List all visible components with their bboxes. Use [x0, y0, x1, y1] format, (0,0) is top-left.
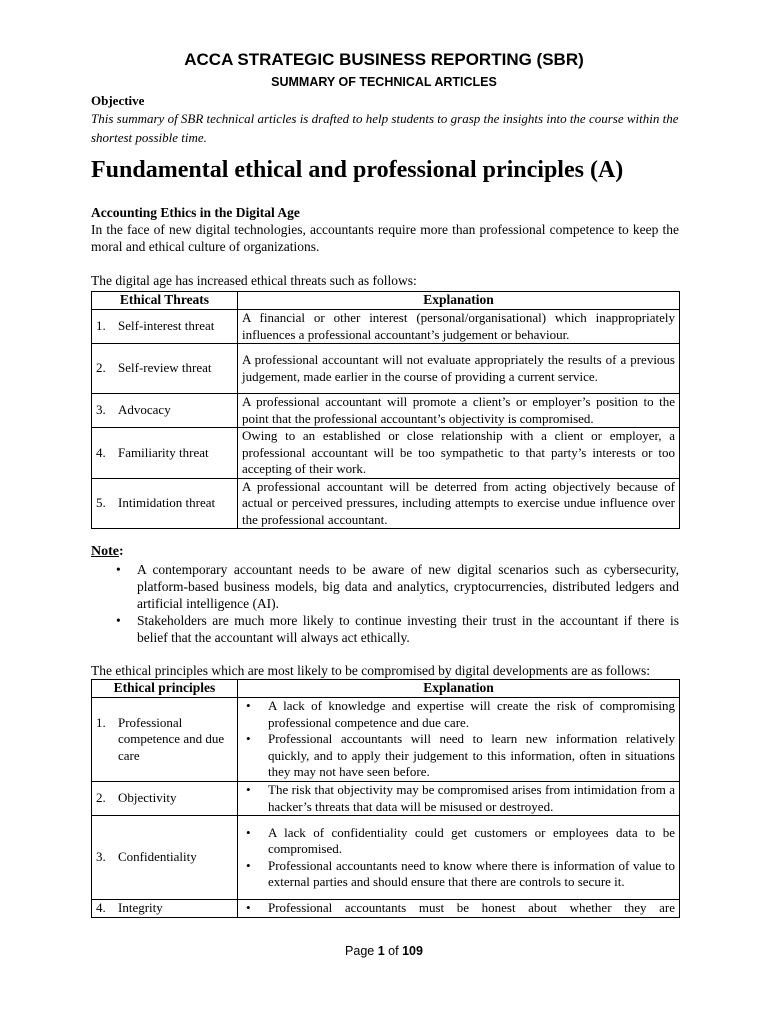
principle-name: Professional competence and due care [118, 714, 225, 763]
threat-name: Familiarity threat [118, 444, 209, 460]
threat-name-cell [92, 310, 238, 344]
threat-name-cell [92, 428, 238, 479]
threat-explanation: A professional accountant will not evaluate appropriately the results of a previous judgement, made earlier in the course of providing a current service. [238, 344, 680, 394]
page-total: 109 [402, 944, 423, 958]
row-number: 2. [96, 360, 106, 376]
threats-intro: The digital age has increased ethical threats such as follows: [91, 273, 417, 288]
row-number: 4. [96, 444, 106, 460]
table-row [92, 900, 680, 918]
principle-name-cell [92, 782, 238, 816]
threat-explanation: Owing to an established or close relationship with a client or employer, a professional accountant will be too sympathetic to that party’s interests or too accepting of their work. [238, 428, 680, 479]
threat-name-cell [92, 394, 238, 428]
list-item: • Professional accountants will need to learn new information relatively quickly, and to apply their judgement to this information, often in situations they may not have seen before. [242, 731, 675, 781]
principle-name-cell [92, 698, 238, 782]
principle-explanation [238, 698, 680, 782]
table-row [92, 394, 680, 428]
objective-label: Objective [91, 93, 145, 108]
ethical-threats-table [91, 291, 680, 529]
table-header-row [92, 680, 680, 698]
threat-name: Self-review threat [118, 360, 212, 376]
of-word: of [388, 944, 399, 958]
list-item: • A lack of confidentiality could get customers or employees data to be compromised. [242, 825, 675, 858]
note-heading [91, 544, 124, 560]
list-item: • Stakeholders are much more likely to continue investing their trust in the accountant if there is belief that the accountant will always act ethically. [91, 612, 679, 646]
threat-name: Self-interest threat [118, 318, 215, 334]
principle-explanation [238, 816, 680, 900]
document-subtitle: SUMMARY OF TECHNICAL ARTICLES [271, 75, 497, 89]
subsection-title: Accounting Ethics in the Digital Age [91, 205, 300, 220]
table-row [92, 478, 680, 529]
principle-name-cell [92, 900, 238, 918]
column-header: Ethical principles [92, 680, 238, 698]
subsection-intro: In the face of new digital technologies, accountants require more than professional competence to keep the moral and ethical culture of organizations. [91, 222, 679, 254]
principle-name: Integrity [118, 900, 163, 915]
row-number: 4. [96, 900, 106, 915]
table-row [92, 698, 680, 782]
list-item: • A lack of knowledge and expertise will create the risk of compromising professional competence and due care. [242, 698, 675, 731]
ethical-principles-table [91, 679, 680, 918]
threat-name-cell [92, 478, 238, 529]
objective-text: This summary of SBR technical articles is drafted to help students to grasp the insights into the course within the shortest possible time. [91, 111, 679, 145]
document-title: ACCA STRATEGIC BUSINESS REPORTING (SBR) [184, 50, 584, 69]
table-row [92, 782, 680, 816]
list-item: • Professional accountants must be honest about whether they are [242, 900, 675, 917]
note-label: Note [91, 544, 119, 559]
principle-explanation [238, 782, 680, 816]
table-row [92, 310, 680, 344]
principle-name: Objectivity [118, 790, 177, 806]
threat-explanation: A financial or other interest (personal/organisational) which inappropriately influences a professional accountant’s judgement or behaviour. [238, 310, 680, 344]
table-row [92, 428, 680, 479]
threat-name-cell [92, 344, 238, 394]
row-number: 1. [96, 714, 106, 730]
row-number: 5. [96, 495, 106, 510]
row-number: 1. [96, 318, 106, 334]
list-item: • The risk that objectivity may be compromised arises from intimidation from a hacker’s threats that data will be misused or destroyed. [242, 782, 675, 815]
list-item: • Professional accountants need to know where there is information of value to external parties and should ensure that there are controls to secure it. [242, 858, 675, 891]
row-number: 3. [96, 849, 106, 865]
column-header: Ethical Threats [92, 292, 238, 310]
principle-name: Confidentiality [118, 849, 197, 865]
principle-name-cell [92, 816, 238, 900]
section-title: Fundamental ethical and professional principles (A) [91, 157, 624, 183]
row-number: 3. [96, 402, 106, 418]
list-item: • A contemporary accountant needs to be aware of new digital scenarios such as cybersecurity, platform-based business models, big data and analytics, cryptocurrencies, distributed ledgers and artificial intelligence (AI). [91, 561, 679, 612]
threat-name: Intimidation threat [118, 495, 216, 510]
page-word: Page [345, 944, 375, 958]
table-row [92, 816, 680, 900]
table-row [92, 344, 680, 394]
column-header: Explanation [238, 292, 680, 310]
threat-explanation: A professional accountant will promote a client’s or employer’s position to the point that the professional accountant’s objectivity is compromised. [238, 394, 680, 428]
note-colon: : [119, 544, 124, 559]
column-header: Explanation [238, 680, 680, 698]
row-number: 2. [96, 790, 106, 806]
threat-explanation: A professional accountant will be deterred from acting objectively because of actual or perceived pressures, including attempts to exercise undue influence over the professional accountant. [238, 478, 680, 529]
note-list [91, 561, 679, 646]
threat-name: Advocacy [118, 402, 171, 418]
table-header-row [92, 292, 680, 310]
page-footer [0, 944, 768, 958]
principle-explanation [238, 900, 680, 918]
page-number: 1 [377, 944, 385, 958]
principles-intro: The ethical principles which are most likely to be compromised by digital developments are as follows: [91, 663, 650, 678]
